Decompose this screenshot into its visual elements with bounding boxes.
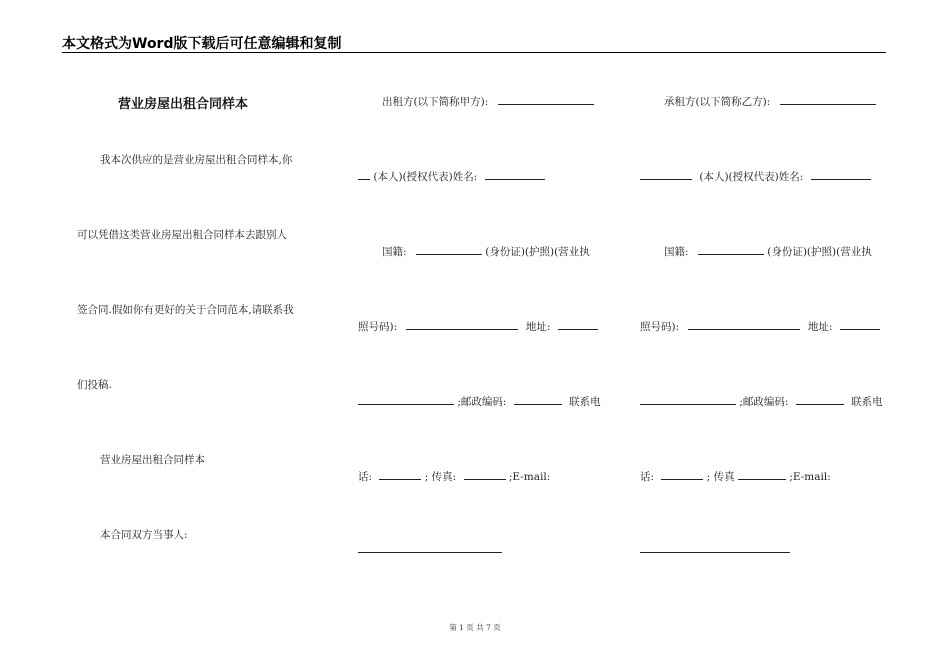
lessor-postcode-field[interactable] <box>514 393 562 405</box>
lessor-address-label: 地址: <box>525 321 551 333</box>
lessee-email-label: ;E-mail: <box>789 471 831 483</box>
lessee-name-row <box>640 168 871 184</box>
lessee-address-cont-field[interactable] <box>640 393 736 405</box>
lessor-party-row <box>382 93 594 109</box>
lessor-fax-label: ; 传真: <box>424 471 457 483</box>
lessor-name-field[interactable] <box>485 168 545 180</box>
lessor-email-field[interactable] <box>358 552 502 553</box>
lessor-phone-label: 联系电 <box>569 396 601 408</box>
page-footer: 第 1 页 共 7 页 <box>449 623 501 632</box>
lessee-name-field[interactable] <box>811 168 871 180</box>
lessee-party-label: 承租方(以下简称乙方): <box>664 96 771 108</box>
lessee-nationality-label: 国籍: <box>664 246 689 258</box>
intro-line-4: 们投稿. <box>77 379 112 391</box>
lessee-nationality-field[interactable] <box>698 243 764 255</box>
lessee-phone-label: 联系电 <box>851 396 883 408</box>
lessor-license-field[interactable] <box>406 318 518 330</box>
lessee-postcode-row <box>640 393 883 409</box>
lessee-name-prefix-field[interactable] <box>640 168 692 180</box>
header-rule <box>62 52 886 53</box>
lessor-postcode-label: ;邮政编码: <box>457 396 507 408</box>
lessor-address-cont-field[interactable] <box>358 393 454 405</box>
lessee-party-row <box>664 93 876 109</box>
lessor-contact-row <box>358 468 550 484</box>
lessee-name-label: (本人)(授权代表)姓名: <box>699 171 804 183</box>
lessor-postcode-row <box>358 393 601 409</box>
lessee-party-field[interactable] <box>780 93 876 105</box>
lessee-nationality-row <box>664 243 872 259</box>
intro-line-3: 签合同.假如你有更好的关于合同范本,请联系我 <box>77 304 294 316</box>
lessee-address-label: 地址: <box>807 321 833 333</box>
lessee-postcode-field[interactable] <box>796 393 844 405</box>
lessor-party-field[interactable] <box>498 93 594 105</box>
lessor-nationality-row <box>382 243 590 259</box>
lessee-address-field[interactable] <box>840 318 880 330</box>
lessee-email-field[interactable] <box>640 552 790 553</box>
lessee-license-field[interactable] <box>688 318 800 330</box>
lessee-license-row <box>640 318 880 334</box>
document-header: 本文格式为Word版下载后可任意编辑和复制 <box>62 36 342 52</box>
lessor-name-prefix-field[interactable] <box>358 168 370 180</box>
lessee-fax-label: ; 传真 <box>706 471 735 483</box>
intro-line-1: 我本次供应的是营业房屋出租合同样本,你 <box>100 154 293 166</box>
section-heading: 营业房屋出租合同样本 <box>100 454 205 466</box>
lessee-phone-field[interactable] <box>661 468 703 480</box>
intro-line-2: 可以凭借这类营业房屋出租合同样本去跟别人 <box>77 229 287 241</box>
lessor-email-label: ;E-mail: <box>508 471 551 483</box>
document-title: 营业房屋出租合同样本 <box>118 97 249 112</box>
lessor-phone2-label: 话: <box>358 471 373 483</box>
lessor-nationality-label: 国籍: <box>382 246 407 258</box>
lessee-license-label: 照号码): <box>640 321 680 333</box>
lessee-postcode-label: ;邮政编码: <box>739 396 789 408</box>
lessor-fax-field[interactable] <box>464 468 506 480</box>
lessee-id-label: (身份证)(护照)(营业执 <box>767 246 872 258</box>
lessor-id-label: (身份证)(护照)(营业执 <box>485 246 590 258</box>
lessee-contact-row <box>640 468 831 484</box>
lessee-phone2-label: 话: <box>640 471 655 483</box>
lessor-address-field[interactable] <box>558 318 598 330</box>
lessor-party-label: 出租方(以下简称甲方): <box>382 96 489 108</box>
lessor-phone-field[interactable] <box>379 468 421 480</box>
parties-label: 本合同双方当事人: <box>100 529 188 541</box>
lessor-license-label: 照号码): <box>358 321 398 333</box>
lessee-fax-field[interactable] <box>738 468 786 480</box>
lessor-name-label: (本人)(授权代表)姓名: <box>373 171 478 183</box>
lessor-license-row <box>358 318 598 334</box>
lessor-nationality-field[interactable] <box>416 243 482 255</box>
lessor-name-row <box>358 168 545 184</box>
